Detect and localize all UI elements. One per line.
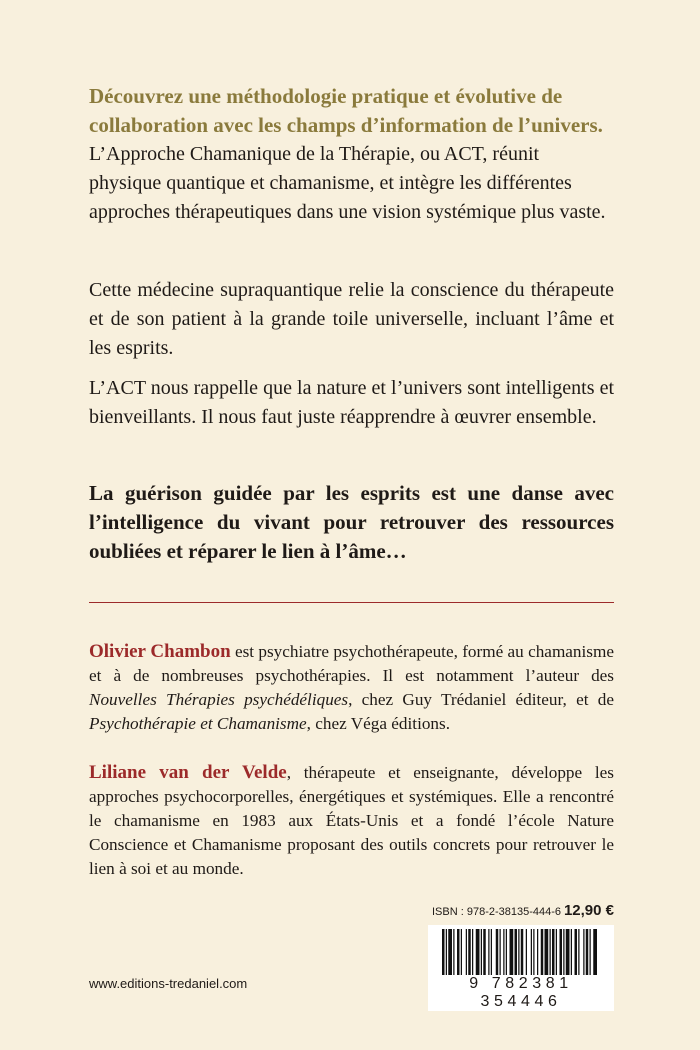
barcode-bar [448,929,452,979]
barcode-bar [571,929,572,979]
barcode-bar [550,929,551,979]
barcode-bar [575,929,578,979]
publisher-website: www.editions-tredaniel.com [89,976,248,991]
barcode-bar [461,929,462,979]
bio1-text-a: est psychiatre psychothérapeute, formé au chamanisme et à de nombreuses psychothérapies. Il est notamment l’auteur des [89,642,614,685]
barcode-bar [545,929,549,979]
author-name-1: Olivier Chambon [89,641,231,662]
book-title-1: Nouvelles Thérapies psychédéliques [89,690,349,709]
barcode-bar [590,929,591,979]
lead-text: L’Approche Chamanique de la Thérapie, ou ACT, réunit physique quantique et chamanisme, et intègre les différentes approches thérapeutiques dans une vision systémique plus vaste. [89,143,606,223]
barcode-bar [496,929,499,979]
barcode-digits: 9 782381 354446 [428,975,614,1011]
author-bio-1 [89,640,614,736]
barcode-bar [563,929,564,979]
barcode-bar [566,929,570,979]
bio1-text-b: , chez Guy Trédaniel éditeur, et de [348,690,614,709]
barcode [428,925,614,1010]
paragraph-3: L’ACT nous rappelle que la nature et l’univers sont intelligents et bienveillants. Il nous faut juste réapprendre à œuvrer ensemble. [89,377,614,428]
barcode-bar [531,929,532,979]
section-divider [89,602,614,603]
barcode-bar [500,929,501,979]
barcode-bar [466,929,467,979]
lead-paragraph [89,82,614,227]
barcode-bar [468,929,471,979]
price-label: 12,90 € [563,902,614,919]
barcode-bar [560,929,563,979]
barcode-bar [503,929,504,979]
barcode-bar [515,929,518,979]
barcode-bar [476,929,480,979]
barcode-bar [537,929,538,979]
barcode-bar [446,929,447,979]
author-bio-2 [89,761,614,881]
barcode-bar [488,929,489,979]
barcode-bar [510,929,514,979]
lead-highlight: Découvrez une méthodologie pratique et évolutive de collaboration avec les champs d’information de l’univers. [89,84,603,137]
barcode-bar [521,929,524,979]
barcode-bars [442,929,600,979]
barcode-bar [593,929,597,979]
barcode-bar [481,929,482,979]
author-name-2: Liliane van der Velde [89,762,287,783]
barcode-bar [578,929,579,979]
barcode-bar [552,929,555,979]
barcode-bar [457,929,460,979]
barcode-bar [586,929,589,979]
barcode-bar [556,929,557,979]
barcode-bar [442,929,445,979]
barcode-bar [453,929,454,979]
barcode-bar [472,929,473,979]
barcode-bar [526,929,527,979]
isbn-label: ISBN : 978-2-38135-444-6 [432,906,562,918]
barcode-bar [506,929,507,979]
closing-statement: La guérison guidée par les esprits est une danse avec l’intelligence du vivant pour retrouver des ressources oubliées et réparer le lien à l’âme… [89,481,614,563]
barcode-bar [483,929,486,979]
barcode-bar [541,929,544,979]
book-title-2: Psychothérapie et Chamanisme [89,714,307,733]
barcode-bar [518,929,519,979]
bio1-text-c: , chez Véga éditions. [306,714,451,733]
isbn-price-line [432,902,614,919]
barcode-bar [491,929,492,979]
barcode-bar [533,929,534,979]
paragraph-2: Cette médecine supraquantique relie la conscience du thérapeute et de son patient à la grande toile universelle, incluant l’âme et les esprits. [89,279,614,359]
bio2-text: , thérapeute et enseignante, développe les approches psychocorporelles, énergétiques et systémiques. Elle a rencontré le chamanisme en 1983 aux États-Unis et a fondé l’école Nature Conscience et Chamanisme proposant des outils concrets pour retrouver le lien à soi et au monde. [89,763,614,878]
barcode-bar [583,929,584,979]
